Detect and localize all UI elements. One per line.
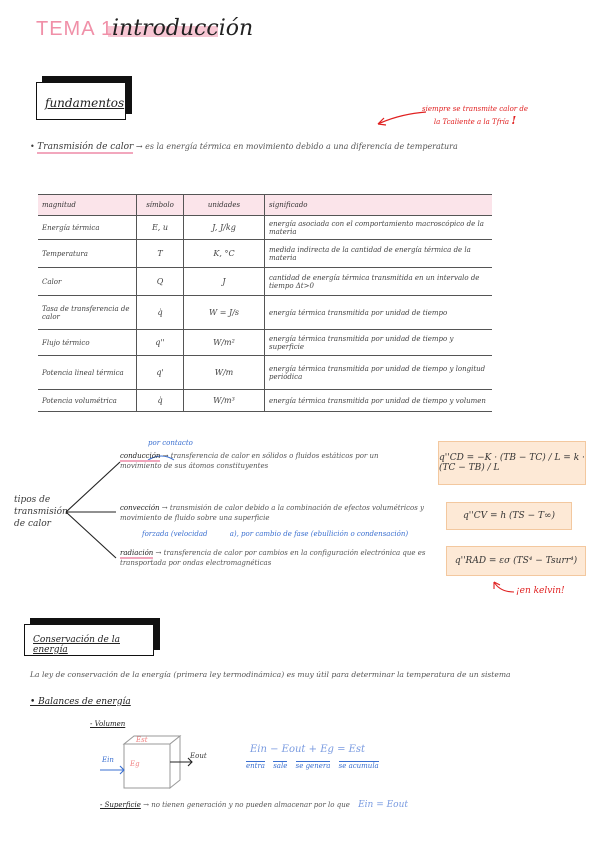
e-st-label: Est	[136, 736, 148, 744]
conduccion-label: conducción	[120, 452, 161, 460]
conveccion-formula: q''CV = h (TS − T∞)	[446, 502, 572, 530]
conveccion-text: transmisión de calor debido a la combinación de efectos volumétricos y movimiento de fluido sobre una superficie	[120, 504, 425, 522]
conduccion-formula: q''CD = −K · (TB − TC) / L = k · (TC − TB) / L	[438, 441, 586, 485]
superficie-equation: Ein = Eout	[358, 800, 409, 810]
conveccion-subtypes	[142, 530, 408, 538]
radiacion-row: radiación → transferencia de calor por cambios en la configuración electrónica que es transportada por ondas electromagnéticas	[120, 549, 426, 567]
radiacion-text: transferencia de calor por cambios en la configuración electrónica que es transportada por ondas electromagnéticas	[120, 549, 426, 567]
transmision-line: • Transmisión de calor → es la energía térmica en movimiento debido a una diferencia de temperatura	[30, 142, 458, 152]
superficie-label: - Superficie	[100, 801, 141, 809]
table-row: Potencia lineal térmica q' W/m energía térmica transmitida por unidad de tiempo y longitud periódica	[38, 356, 492, 390]
kelvin-note: ¡en kelvin!	[516, 586, 565, 596]
page-title: introducción	[112, 16, 254, 41]
tipos-root: tipos de transmisión de calor	[14, 495, 68, 529]
transmision-term: Transmisión de calor	[37, 142, 134, 152]
conduccion-tag: por contacto	[148, 439, 193, 447]
balances-heading: • Balances de energía	[30, 697, 131, 707]
table-row: Flujo térmico q'' W/m² energía térmica transmitida por unidad de tiempo y superficie	[38, 330, 492, 356]
header-unidades: unidades	[184, 195, 265, 216]
table-row: Calor Q J cantidad de energía térmica transmitida en un intervalo de tiempo Δt>0	[38, 268, 492, 296]
kelvin-arrow	[486, 578, 516, 598]
conduccion-text: transferencia de calor en sólidos o fluidos estáticos por un movimiento de sus átomos constituyentes	[120, 452, 379, 470]
conservacion-text: La ley de conservación de la energía (primera ley termodinámica) es muy útil para determinar la temperatura de un sistema	[30, 670, 511, 679]
conveccion-row: convección → transmisión de calor debido a la combinación de efectos volumétricos y movimiento de fluido sobre una superficie	[120, 504, 425, 522]
table-row: Potencia volumétrica q̇ W/m³ energía térmica transmitida por unidad de tiempo y volumen	[38, 390, 492, 412]
fundamentos-heading: fundamentos	[45, 96, 125, 110]
header-significado: significado	[265, 195, 493, 216]
table-row: Temperatura T K, °C medida indirecta de la cantidad de energía térmica de la materia	[38, 240, 492, 268]
e-out-label: Eout	[190, 752, 207, 760]
transmision-definition: es la energía térmica en movimiento debido a una diferencia de temperatura	[145, 142, 458, 151]
se-acumula-label: se acumula	[338, 762, 379, 770]
table-row: Tasa de transferencia de calor q̇ W = J/s energía térmica transmitida por unidad de tiempo	[38, 296, 492, 330]
fundamentos-box	[36, 82, 126, 120]
volume-cube	[96, 732, 216, 794]
forzada-text: forzada (velocidad	[142, 530, 208, 538]
superficie-text: no tienen generación y no pueden almacenar por lo que	[151, 801, 350, 809]
header-simbolo: símbolo	[137, 195, 184, 216]
superficie-row: - Superficie → no tienen generación y no pueden almacenar por lo que Ein = Eout	[100, 800, 409, 810]
volumen-label: - Volumen	[90, 720, 126, 728]
sale-label: sale	[273, 762, 288, 770]
volumen-legend	[246, 762, 379, 770]
radiacion-formula: q''RAD = εσ (TS⁴ − Tsurr⁴)	[446, 546, 586, 576]
calor-direction-note: siempre se transmite calor de la Tcaliente a la Tfría !	[422, 105, 528, 127]
table-row: Energía térmica E, u J, J/kg energía asociada con el comportamiento macroscópico de la materia	[38, 216, 492, 240]
note-arrow	[370, 108, 430, 130]
volumen-equation: Ein − Eout + Eg = Est	[250, 744, 366, 755]
conduccion-row: conducción → transferencia de calor en sólidos o fluidos estáticos por un movimiento de sus átomos constituyentes	[120, 452, 379, 470]
conservacion-heading: Conservación de la energía	[33, 635, 120, 655]
cambio-fase-text: a), por cambio de fase (ebullición o condensación)	[229, 530, 409, 538]
entra-label: entra	[246, 762, 265, 770]
conveccion-label: convección	[120, 504, 160, 512]
magnitudes-table	[38, 194, 492, 412]
conservacion-box	[24, 624, 154, 656]
e-g-label: Eg	[130, 760, 140, 768]
se-genera-label: se genera	[295, 762, 331, 770]
radiacion-label: radiación	[120, 549, 154, 557]
e-in-label: Ein	[102, 756, 114, 764]
table-header-row	[38, 195, 492, 216]
tema-label: TEMA 1:	[36, 18, 120, 40]
header-magnitud: magnitud	[38, 195, 137, 216]
